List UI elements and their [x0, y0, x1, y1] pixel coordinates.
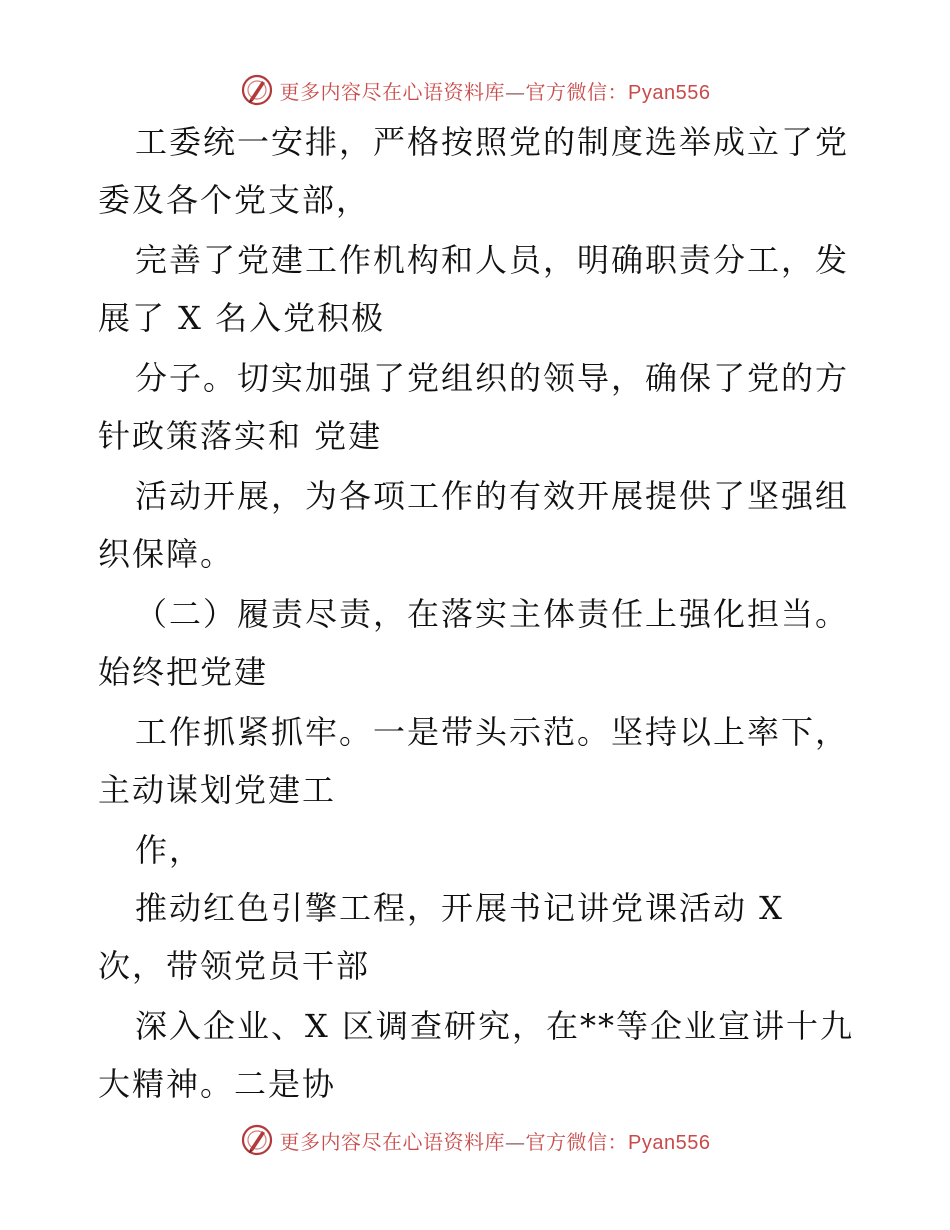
text-line: 次，带领党员干部	[98, 947, 371, 985]
banner-dash: —	[505, 79, 526, 104]
banner-wechat-id: Pyan556	[628, 81, 711, 104]
text-line: 委及各个党支部，	[98, 181, 371, 219]
banner-main-text: 更多内容尽在心语资料库	[279, 1129, 506, 1154]
text-line: 展了 X 名入党积极	[98, 299, 386, 337]
header-banner	[0, 70, 950, 110]
text-line: 分子。切实加强了党组织的领导，确保了党的方	[135, 359, 850, 397]
text-line: 工作抓紧抓牢。一是带头示范。坚持以上率下，	[135, 713, 850, 751]
text-line: 推动红色引擎工程，开展书记讲党课活动 X	[135, 889, 784, 927]
text-line: 作，	[135, 831, 204, 869]
text-line: 完善了党建工作机构和人员，明确职责分工，发	[135, 241, 850, 279]
text-line: 工委统一安排，严格按照党的制度选举成立了党	[135, 123, 850, 161]
banner-label: 官方微信：	[525, 1129, 629, 1154]
text-line: 主动谋划党建工	[98, 771, 337, 809]
footer-banner	[0, 1120, 950, 1160]
banner-main-text: 更多内容尽在心语资料库	[279, 79, 506, 104]
text-line: 始终把党建	[98, 653, 269, 691]
banner-text	[280, 76, 711, 105]
text-line: 大精神。二是协	[98, 1065, 337, 1103]
text-line: （二）履责尽责，在落实主体责任上强化担当。	[135, 595, 850, 633]
banner-text	[280, 1126, 711, 1155]
text-line: 织保障。	[98, 535, 235, 573]
pen-logo-icon	[240, 1123, 274, 1157]
banner-dash: —	[505, 1129, 526, 1154]
text-line: 活动开展，为各项工作的有效开展提供了坚强组	[135, 477, 850, 515]
pen-logo-icon	[240, 73, 274, 107]
banner-label: 官方微信：	[525, 79, 629, 104]
banner-wechat-id: Pyan556	[628, 1131, 711, 1154]
text-line: 针政策落实和 党建	[98, 417, 383, 455]
text-line: 深入企业、X 区调查研究，在**等企业宣讲十九	[135, 1007, 854, 1045]
